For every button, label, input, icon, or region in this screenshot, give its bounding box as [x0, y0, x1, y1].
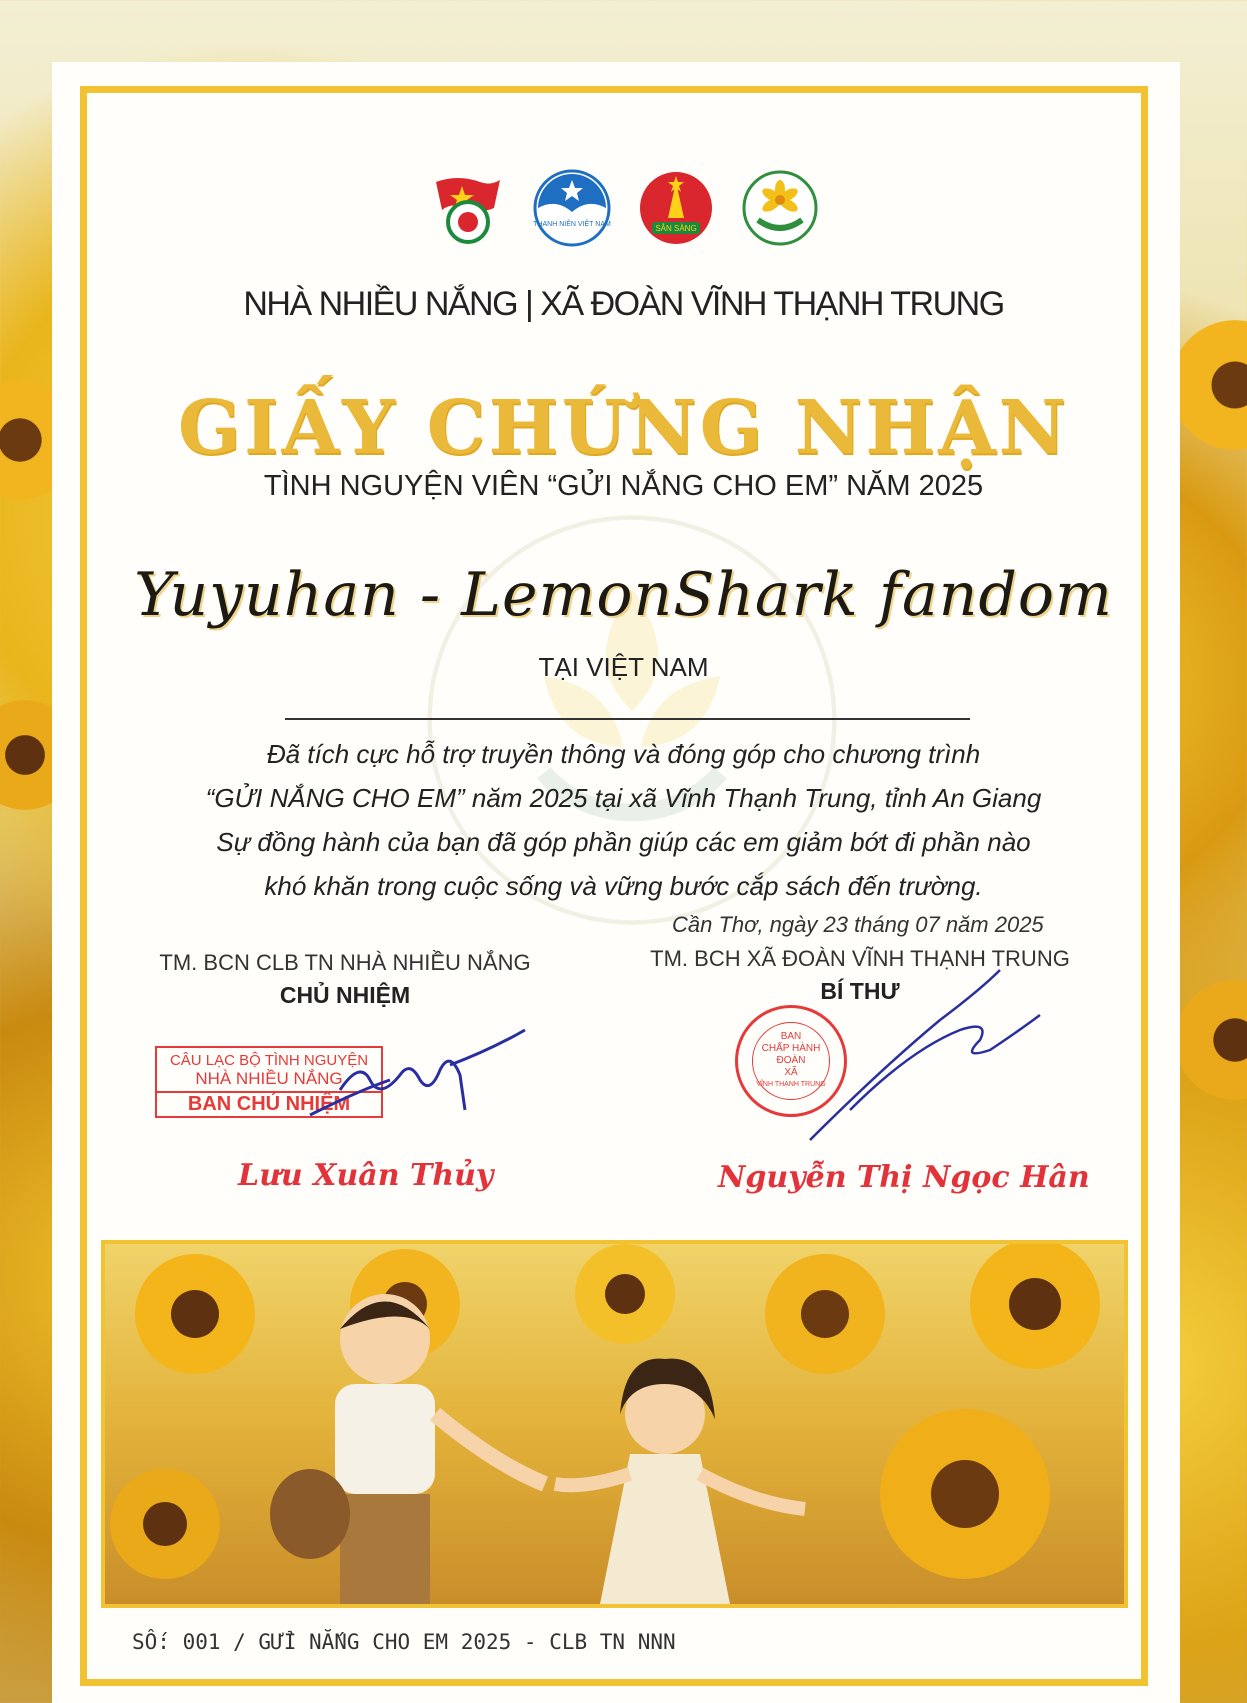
signer-role: BÍ THƯ — [820, 978, 900, 1004]
signer-name-left: Lưu Xuân Thủy — [238, 1158, 494, 1193]
certificate-subtitle: TÌNH NGUYỆN VIÊN “GỬI NẮNG CHO EM” NĂM 2025 — [263, 470, 984, 502]
signer-role: CHỦ NHIỆM — [279, 982, 411, 1008]
recipient-country: TẠI VIỆT NAM — [538, 652, 709, 682]
flower-hands-icon — [740, 168, 820, 248]
club-stamp: CÂU LẠC BỘ TÌNH NGUYỆN NHÀ NHIỀU NẮNG BAN CHỦ NHIỆM — [155, 1046, 383, 1118]
body-line: khó khăn trong cuộc sống và vững bước cắp sách đến trường. — [264, 871, 983, 901]
svg-text:THANH NIÊN VIỆT NAM: THANH NIÊN VIỆT NAM — [532, 221, 611, 228]
body-line: Đã tích cực hỗ trợ truyền thông và đóng góp cho chương trình — [266, 739, 981, 769]
youth-union-flag-icon — [428, 168, 508, 248]
organization-header: NHÀ NHIỀU NẮNG | XÃ ĐOÀN VĨNH THẠNH TRUNG — [243, 285, 1004, 323]
pioneer-badge-icon — [636, 168, 716, 248]
body-line: “GỬI NẮNG CHO EM” năm 2025 tại xã Vĩnh Thạnh Trung, tỉnh An Giang — [205, 783, 1042, 813]
logo-row — [0, 168, 1247, 248]
signer-organization: TM. BCN CLB TN NHÀ NHIỀU NẮNG — [159, 950, 531, 975]
body-line: Sự đồng hành của bạn đã góp phần giúp các em giảm bớt đi phần nào — [216, 827, 1031, 857]
children-sunflower-illustration — [101, 1240, 1128, 1608]
union-stamp: BAN CHẤP HÀNH ĐOÀN XÃ VĨNH THẠNH TRUNG — [735, 1005, 847, 1117]
certificate-title: GIẤY CHỨNG NHẬN — [177, 385, 1070, 471]
handwritten-signature-right — [790, 960, 1060, 1160]
left-signature-block — [140, 950, 550, 1009]
signer-organization: TM. BCH XÃ ĐOÀN VĨNH THẠNH TRUNG — [650, 946, 1070, 971]
signer-name-right: Nguyễn Thị Ngọc Hân — [718, 1160, 1090, 1195]
serial-number: SỐ: 001 / GỬI NẮNG CHO EM 2025 - CLB TN NNN — [132, 1630, 676, 1654]
recipient-name: Yuyuhan - LemonShark fandom — [134, 560, 1113, 630]
sunflower-field-scene — [105, 1244, 1124, 1604]
girl-figure — [555, 1359, 805, 1604]
certificate-body — [0, 732, 1247, 908]
handwritten-signature-left — [300, 1020, 530, 1130]
svg-text:SẴN SÀNG: SẴN SÀNG — [654, 224, 697, 233]
vietnam-youth-federation-icon — [532, 168, 612, 248]
issue-date: Cần Thơ, ngày 23 tháng 07 năm 2025 — [672, 912, 1044, 937]
boy-figure — [270, 1294, 545, 1604]
divider-line — [285, 718, 970, 720]
